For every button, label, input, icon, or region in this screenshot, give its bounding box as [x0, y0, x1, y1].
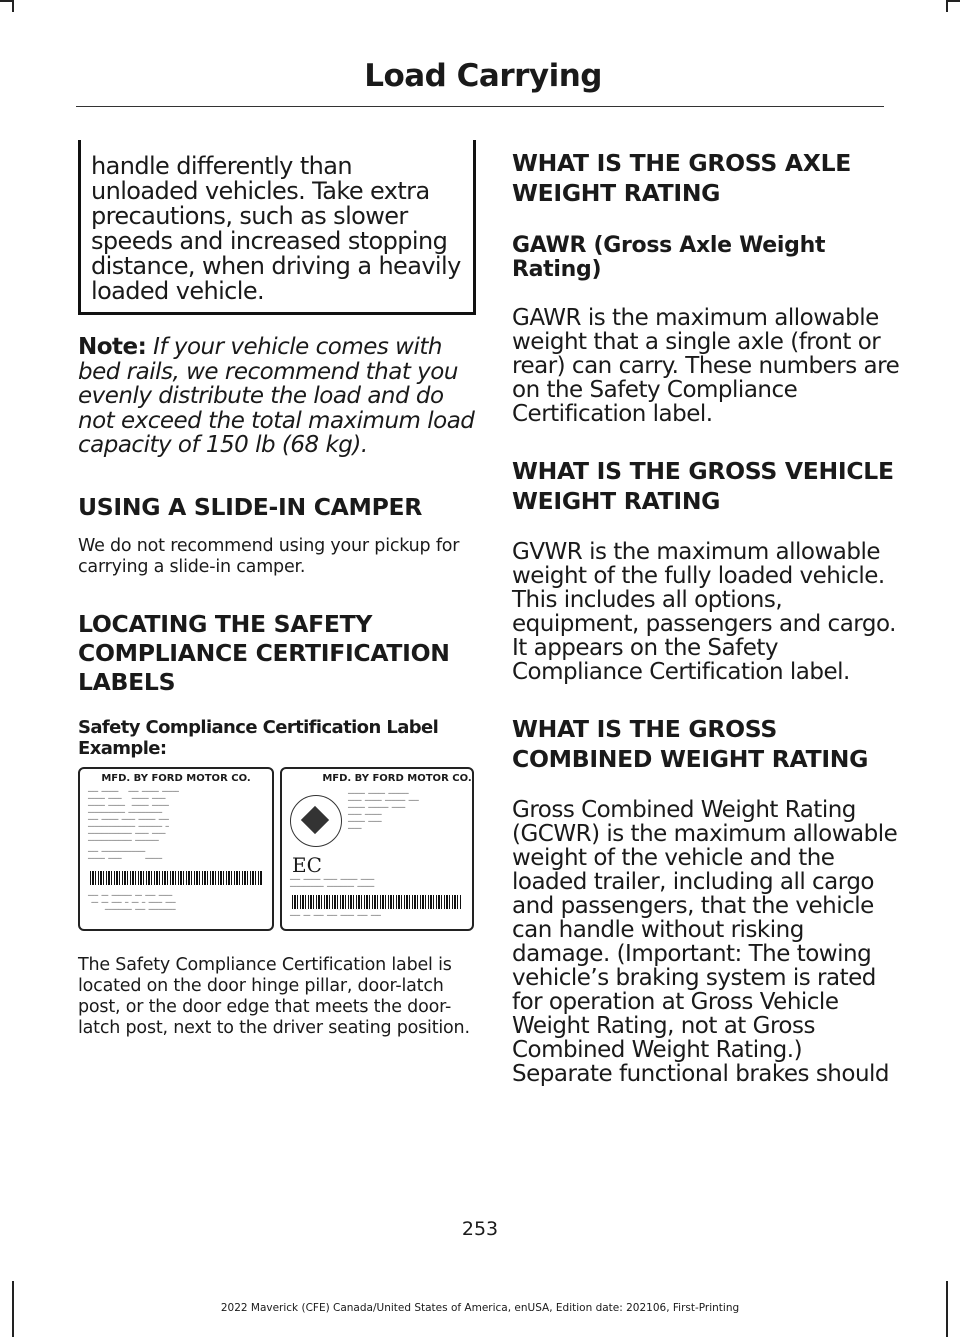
certification-label-canada [280, 767, 474, 931]
label-fine-print: ───── ───── ────── ──── ───── ────── ─── ───── ────── ──── ──── ───── ───── ──── ──── [348, 790, 419, 832]
right-column [512, 140, 908, 1086]
label-fine-print: ─── ───── ─── ───── ───── ───── ──── ───── ──── ───── ───── ───── ───── ─────────── ────────── ─── ───── ──── ───── ─── ────────────── ─────── ─ ───────────── ──── ──── ───────────── ─────── [88, 788, 179, 844]
label-ec-mark: EC [292, 852, 322, 877]
note-paragraph [78, 335, 476, 458]
label-location-paragraph: The Safety Compliance Certification label is located on the door hinge pillar, door-latch post, or the door edge that meets the door-latch post, next to the driver seating position. [78, 954, 470, 1038]
certification-label-us [78, 767, 274, 931]
section-body-gawr: GAWR is the maximum allowable weight that a single axle (front or rear) can carry. These numbers are on the Safety Compliance Certification label. [512, 305, 900, 427]
label-fine-print: ─── ───── ──── ───── ──── ────────── ──────── ───── [290, 876, 375, 890]
section-heading-gcwr: WHAT IS THE GROSS COMBINED WEIGHT RATING [512, 715, 869, 773]
label-fine-print: ─── ───────────── ───── ──── ───── [88, 848, 163, 862]
maple-leaf-seal-icon [290, 795, 342, 847]
crop-mark [946, 0, 948, 12]
label-example-caption: Safety Compliance Certification Label Example: [78, 716, 439, 759]
crop-mark [12, 0, 14, 12]
barcode-graphic [90, 871, 262, 885]
note-text: If your vehicle comes with bed rails, we recommend that you evenly distribute the load and do not exceed the total maximum load capacity of 150 lb (68 kg). [78, 334, 475, 458]
label-heading: MFD. BY FORD MOTOR CO. [101, 772, 251, 784]
label-heading: MFD. BY FORD MOTOR CO. [322, 772, 472, 784]
section-heading-gvwr: WHAT IS THE GROSS VEHICLE WEIGHT RATING [512, 457, 894, 515]
crop-mark [0, 0, 12, 2]
section-body-gcwr: Gross Combined Weight Rating (GCWR) is the maximum allowable weight of the vehicle and the loaded trailer, including all cargo and passengers, that the vehicle can handle without risking damage. (Important: The towing vehicle’s braking system is rated for operation at Gross Vehicle Weight Rating, not at Gross Combined Weight Rating.) Separate functional brakes should [512, 797, 898, 1087]
section-heading-gawr: WHAT IS THE GROSS AXLE WEIGHT RATING [512, 149, 852, 207]
crop-mark [948, 0, 960, 2]
section-heading-slide-in-camper: USING A SLIDE-IN CAMPER [78, 492, 423, 521]
section-body-slide-in-camper: We do not recommend using your pickup for carrying a slide-in camper. [78, 535, 460, 577]
barcode-graphic [292, 895, 462, 909]
footer-edition-info: 2022 Maverick (CFE) Canada/United States of America, enUSA, Edition date: 202106, First-Printing [220, 1302, 740, 1314]
label-fine-print: ─── ── ─── ─── ──── ─── ─── [290, 912, 381, 919]
note-label: Note: [78, 334, 147, 360]
section-heading-locating-labels: LOCATING THE SAFETY COMPLIANCE CERTIFICATION LABELS [78, 609, 450, 696]
warning-box: handle differently than unloaded vehicles. Take extra precautions, such as slower speeds and increased stopping distance, when driving a heavily loaded vehicle. [78, 140, 476, 315]
page-number: 253 [461, 1218, 499, 1240]
subheading-gawr: GAWR (Gross Axle Weight Rating) [512, 233, 826, 282]
section-body-gvwr: GVWR is the maximum allowable weight of the fully loaded vehicle. This includes all options, equipment, passengers and cargo. It appears on the Safety Compliance Certification label. [512, 539, 896, 685]
left-column [78, 140, 476, 1039]
certification-label-images [78, 767, 476, 931]
label-fine-print: ─── ── ────── ── ─── ──── ── ── ─── ─ ── ─ ──── ─── ──────── ─── ──────── [88, 892, 176, 913]
header-divider [76, 106, 884, 107]
page-title: Load Carrying [364, 58, 602, 94]
